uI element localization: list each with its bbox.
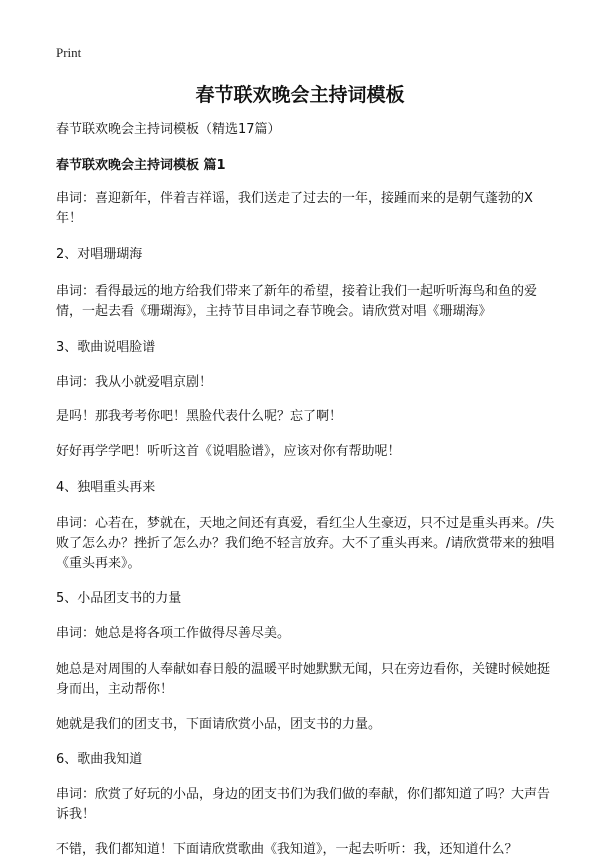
- print-link[interactable]: Print: [56, 45, 82, 60]
- paragraph-12: 她总是对周围的人奉献如春日般的温暖平时她默默无闻，只在旁边看你，关键时候她挺身而出，主动帮你！: [56, 662, 551, 697]
- paragraph-1: 串词：喜迎新年，伴着吉祥谣，我们送走了过去的一年，接踵而来的是朝气蓬勃的X年！: [56, 191, 533, 226]
- program-heading-2: 2、对唱珊瑚海: [56, 247, 143, 262]
- paragraph-3: 串词：看得最远的地方给我们带来了新年的希望，接着让我们一起听听海鸟和鱼的爱情，一起去看《珊瑚海》，主持节目串词之春节晚会。请欣赏对唱《珊瑚海》: [56, 284, 538, 319]
- document-subtitle: 春节联欢晚会主持词模板（精选17篇）: [56, 122, 281, 137]
- paragraph-9: 串词：心若在，梦就在，天地之间还有真爱，看红尘人生豪迈，只不过是重头再来。/失败了怎么办？挫折了怎么办？我们绝不轻言放弃。大不了重头再来。/请欣赏带来的独唱《重头再来》。: [56, 516, 555, 571]
- paragraph-6: 是吗！那我考考你吧！黑脸代表什么呢？忘了啊！: [56, 409, 343, 424]
- paragraph-15: 串词：欣赏了好玩的小品，身边的团支书们为我们做的奉献，你们都知道了吗？大声告诉我！: [56, 787, 551, 822]
- program-heading-3: 3、歌曲说唱脸谱: [56, 340, 156, 355]
- paragraph-7: 好好再学学吧！听听这首《说唱脸谱》，应该对你有帮助呢！: [56, 444, 401, 459]
- page-title: 春节联欢晚会主持词模板: [195, 84, 405, 106]
- paragraph-11: 串词：她总是将各项工作做得尽善尽美。: [56, 626, 291, 641]
- document-body: [56, 120, 556, 860]
- paragraph-16: 不错，我们都知道！下面请欣赏歌曲《我知道》，一起去听听：我，还知道什么？: [56, 842, 518, 857]
- program-heading-6: 6、歌曲我知道: [56, 752, 143, 767]
- paragraph-5: 串词：我从小就爱唱京剧！: [56, 375, 213, 390]
- program-heading-4: 4、独唱重头再来: [56, 480, 156, 495]
- paragraph-13: 她就是我们的团支书，下面请欣赏小品，团支书的力量。: [56, 717, 382, 732]
- program-heading-5: 5、小品团支书的力量: [56, 591, 182, 606]
- section-heading: 春节联欢晚会主持词模板 篇1: [56, 158, 226, 173]
